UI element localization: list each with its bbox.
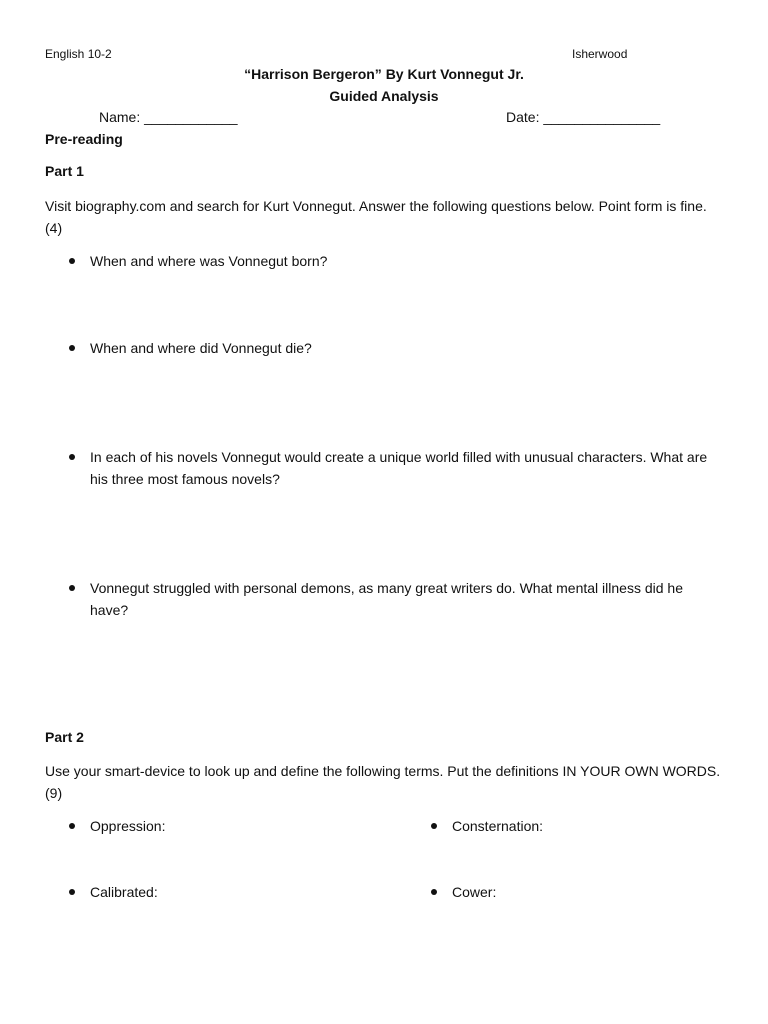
- term-calibrated: Calibrated:: [90, 884, 158, 900]
- part2-instructions: Use your smart-device to look up and define the following terms. Put the definitions IN YOUR OWN WORDS. (9): [45, 763, 721, 801]
- question-born: When and where was Vonnegut born?: [90, 253, 328, 269]
- worksheet-subtitle: Guided Analysis: [329, 88, 439, 104]
- question-died: When and where did Vonnegut die?: [90, 340, 312, 356]
- bullet-icon: [431, 823, 437, 829]
- bullet-icon: [431, 889, 437, 895]
- bullet-icon: [69, 258, 75, 264]
- bullet-icon: [69, 454, 75, 460]
- bullet-icon: [69, 823, 75, 829]
- name-field: Name: ____________: [99, 109, 238, 125]
- question-novels: In each of his novels Vonnegut would create a unique world filled with unusual characters. What are his three most famous novels?: [90, 449, 708, 487]
- part1-instructions: Visit biography.com and search for Kurt Vonnegut. Answer the following questions below. Point form is fine. (4): [45, 198, 707, 236]
- date-field: Date: _______________: [506, 109, 661, 125]
- bullet-icon: [69, 585, 75, 591]
- question-illness: Vonnegut struggled with personal demons, as many great writers do. What mental illness did he have?: [90, 580, 683, 618]
- bullet-icon: [69, 889, 75, 895]
- bullet-icon: [69, 345, 75, 351]
- worksheet-title: “Harrison Bergeron” By Kurt Vonnegut Jr.: [244, 66, 524, 82]
- prereading-heading: Pre-reading: [45, 131, 123, 147]
- term-oppression: Oppression:: [90, 818, 166, 834]
- course-label: English 10-2: [45, 47, 112, 61]
- part1-heading: Part 1: [45, 163, 84, 179]
- teacher-label: Isherwood: [572, 47, 628, 61]
- term-consternation: Consternation:: [452, 818, 544, 834]
- term-cower: Cower:: [452, 884, 497, 900]
- part2-heading: Part 2: [45, 729, 84, 745]
